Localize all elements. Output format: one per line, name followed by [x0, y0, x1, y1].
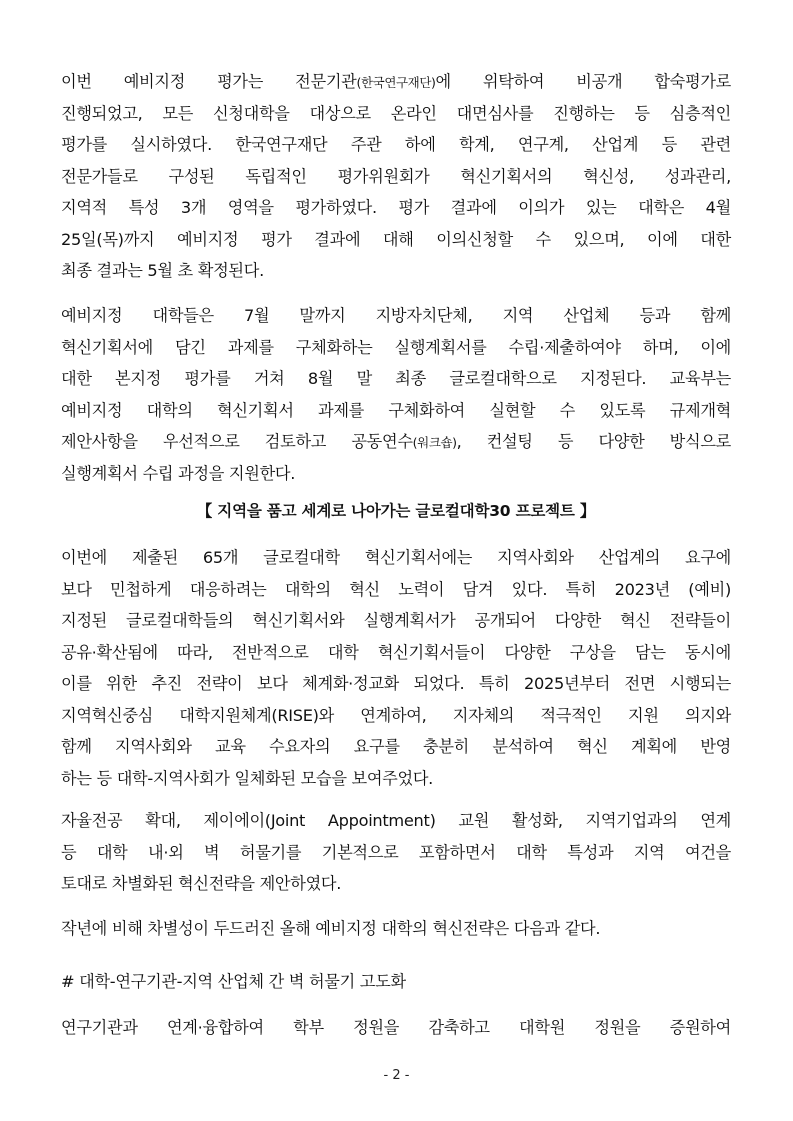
text-line: 함께 지역사회와 교육 수요자의 요구를 충분히 분석하여 혁신 계획에 반영 [61, 737, 731, 756]
text-line: 지역적 특성 3개 영역을 평가하였다. 평가 결과에 이의가 있는 대학은 4월 [61, 198, 731, 217]
text-line: 지역혁신중심 대학지원체계(RISE)와 연계하여, 지자체의 적극적인 지원 의지와 [61, 705, 731, 725]
text-line: 이번에 제출된 65개 글로컬대학 혁신기획서에는 지역사회와 산업계의 요구에 [61, 548, 731, 567]
text-line: 예비지정 대학의 혁신기획서 과제를 구체화하여 실현할 수 있도록 규제개혁 [61, 400, 731, 420]
text-line: 등 대학 내·외 벽 허물기를 기본적으로 포함하면서 대학 특성과 지역 여건을 [61, 842, 731, 862]
text-line: 대한 본지정 평가를 거쳐 8월 말 최종 글로컬대학으로 지정된다. 교육부는 [61, 369, 731, 388]
text-line: 전문가들로 구성된 독립적인 평가위원회가 혁신기획서의 혁신성, 성과관리, [61, 166, 731, 186]
text-line: 공유·확산됨에 따라, 전반적으로 대학 혁신기획서들이 다양한 구상을 담는 동시에 [61, 642, 731, 662]
section-heading: 【 지역을 품고 세계로 나아가는 글로컬대학30 프로젝트 】 [196, 502, 596, 520]
paragraph-evaluation [61, 66, 731, 287]
text-line: 최종 결과는 5월 초 확정된다. [61, 261, 264, 280]
text-line: 25일(목)까지 예비지정 평가 결과에 대해 이의신청할 수 있으며, 이에 대한 [61, 229, 731, 249]
text-line: 하는 등 대학-지역사회가 일체화된 모습을 보여주었다. [61, 768, 434, 788]
text-line: 자율전공 확대, 제이에이(Joint Appointment) 교원 활성화, 지역기업과의 연계 [61, 811, 731, 830]
text-line: 혁신기획서에 담긴 과제를 구체화하는 실행계획서를 수립·제출하여야 하며, 이에 [61, 337, 731, 357]
paragraph-designation [61, 300, 731, 489]
text-line: 제안사항을 우선적으로 검토하고 공동연수(워크숍), 컨설팅 등 다양한 방식으로 [61, 432, 732, 451]
paragraph-innovation [61, 542, 731, 794]
text-line: 이번 예비지정 평가는 전문기관(한국연구재단)에 위탁하여 비공개 합숙평가로 [61, 72, 732, 91]
text-line: 실행계획서 수립 과정을 지원한다. [61, 463, 296, 483]
text-line: 예비지정 대학들은 7월 말까지 지방자치단체, 지역 산업체 등과 함께 [61, 306, 731, 325]
text-line: 이를 위한 추진 전략이 보다 체계화·정교화 되었다. 특히 2025년부터 전면 시행되는 [61, 674, 731, 693]
text-line: 보다 민첩하게 대응하려는 대학의 혁신 노력이 담겨 있다. 특히 2023년 (예비) [61, 579, 731, 599]
page-number: - 2 - [383, 1068, 410, 1083]
trailing-line: 연구기관과 연계·융합하여 학부 정원을 감축하고 대학원 정원을 증원하여 [61, 1018, 731, 1037]
paragraph-strategy [61, 805, 731, 900]
text-line: 진행되었고, 모든 신청대학을 대상으로 온라인 대면심사를 진행하는 등 심층적인 [61, 103, 731, 123]
summary-line: 작년에 비해 차별성이 두드러진 올해 예비지정 대학의 혁신전략은 다음과 같다. [61, 919, 601, 938]
text-line: 지정된 글로컬대학들의 혁신기획서와 실행계획서가 공개되어 다양한 혁신 전략들이 [61, 611, 731, 630]
text-line: 토대로 차별화된 혁신전략을 제안하였다. [61, 874, 342, 893]
subheading: # 대학-연구기관-지역 산업체 간 벽 허물기 고도화 [61, 972, 406, 991]
text-line: 평가를 실시하였다. 한국연구재단 주관 하에 학계, 연구계, 산업계 등 관련 [61, 135, 731, 154]
